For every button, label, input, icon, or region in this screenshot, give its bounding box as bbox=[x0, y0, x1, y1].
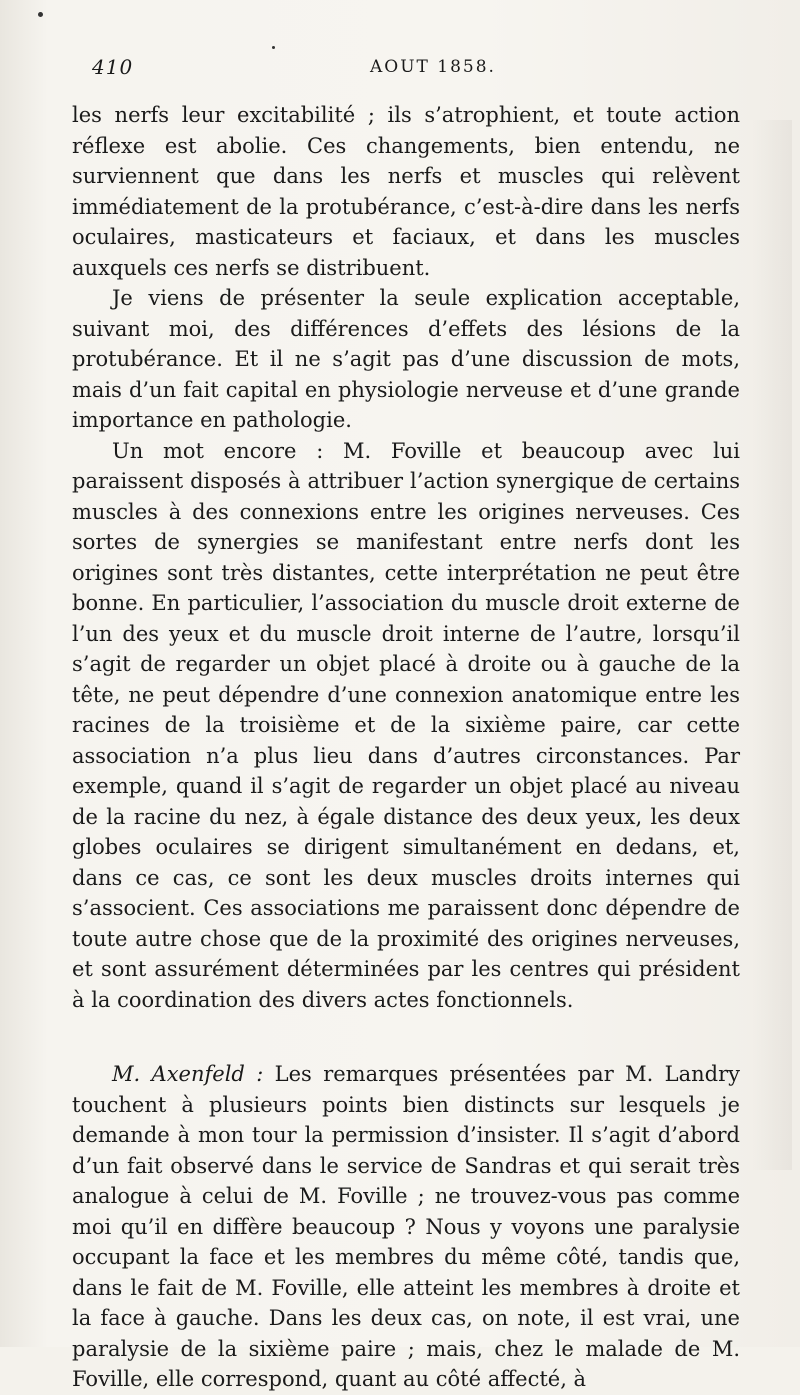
speaker-name: M. Axenfeld : bbox=[112, 1062, 264, 1086]
paragraph: Un mot encore : M. Foville et beaucoup avec lui paraissent disposés à attribuer l’action synergique de certains muscles à des connexions entre les origines nerveuses. Ces sortes de synergies se manifestant entre nerfs dont les origines sont très distantes, cette interprétation ne peut être bonne. En particulier, l’association du muscle droit externe de l’un des yeux et du muscle droit interne de l’autre, lorsqu’il s’agit de regarder un objet placé à droite ou à gauche de la tête, ne peut dépendre d’une connexion anatomique entre les racines de la troisième et de la sixième paire, car cette association n’a plus lieu dans d’autres circonstances. Par exemple, quand il s’agit de regarder un objet placé au niveau de la racine du nez, à égale distance des deux yeux, les deux globes oculaires se dirigent simultanément en dedans, et, dans ce cas, ce sont les deux muscles droits internes qui s’associent. Ces associations me paraissent donc dépendre de toute autre chose que de la proximité des origines nerveuses, et sont assurément déterminées par les centres qui président à la coordination des divers actes fonctionnels. bbox=[72, 438, 740, 1012]
paper-speck bbox=[272, 46, 275, 49]
page-number: 410 bbox=[92, 55, 134, 79]
paragraph: Je viens de présenter la seule explication acceptable, suivant moi, des différences d’effets des lésions de la protubérance. Et il ne s’agit pas d’une discussion de mots, mais d’un fait capital en physiologie nerveuse et d’une grande importance en pathologie. bbox=[72, 286, 740, 432]
paragraph-text: Les remarques présentées par M. Landry touchent à plusieurs points bien distincts sur lesquels je demande à mon tour la permission d’insister. Il s’agit d’abord d’un fait observé dans le service de Sandras et qui serait très analogue à celui de M. Foville ; ne trouvez-vous pas comme moi qu’il en diffère beaucoup ? Nous y voyons une paralysie occupant la face et les membres du même côté, tandis que, dans le fait de M. Foville, elle atteint les membres à droite et la face à gauche. Dans les deux cas, on note, il est vrai, une paralysie de la sixième paire ; mais, chez le malade de M. Foville, elle correspond, quant au côté affecté, à bbox=[72, 1062, 740, 1391]
running-head bbox=[92, 55, 740, 85]
show-through-shadow bbox=[752, 120, 792, 1170]
running-title: AOUT 1858. bbox=[370, 57, 496, 77]
paragraph-axenfeld bbox=[72, 1059, 740, 1395]
paragraph: les nerfs leur excitabilité ; ils s’atrophient, et toute action réflexe est abolie. Ces changements, bien entendu, ne surviennent que dans les nerfs et muscles qui relèvent immédiatement de la protubérance, c’est-à-dire dans les nerfs oculaires, masticateurs et faciaux, et dans les muscles auxquels ces nerfs se distribuent. bbox=[72, 103, 740, 280]
paper-speck bbox=[38, 12, 43, 17]
body-text bbox=[72, 100, 740, 1395]
